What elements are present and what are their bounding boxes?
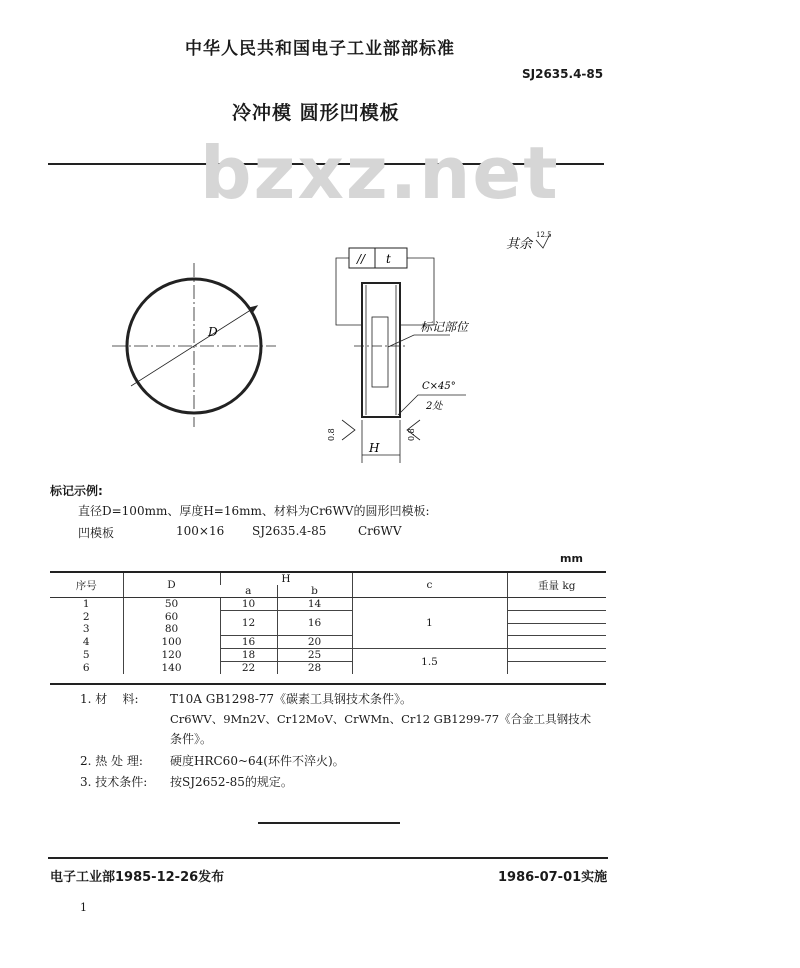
cell-d: 80 xyxy=(123,623,220,636)
example-size: 100×16 xyxy=(176,524,225,538)
chamfer-label: C×45° xyxy=(422,381,456,392)
cell-seq: 3 xyxy=(82,623,90,636)
table-row xyxy=(50,649,606,662)
cell-b: 25 xyxy=(277,649,352,662)
marking-heading: 标记示例: xyxy=(50,484,103,498)
cell-seq: 6 xyxy=(82,661,90,674)
document-title: 冷冲模 圆形凹模板 xyxy=(232,102,400,124)
cell-d: 120 xyxy=(123,649,220,662)
side-view xyxy=(336,248,466,463)
cell-d: 50 xyxy=(123,598,220,611)
cell-weight xyxy=(507,636,606,649)
effective-date: 1986-07-01实施 xyxy=(498,870,608,885)
side-outline xyxy=(362,283,400,417)
end-rule xyxy=(258,822,400,824)
example-material: Cr6WV xyxy=(358,524,402,538)
table-row xyxy=(50,662,606,675)
footer-rule xyxy=(48,857,608,859)
note-1-label: 1. 材 料: xyxy=(80,692,139,706)
cell-weight xyxy=(507,662,606,675)
example-name: 凹模板 xyxy=(78,526,115,540)
note-3-text: 按SJ2652-85的规定。 xyxy=(170,775,293,789)
roughness-left-symbol xyxy=(342,420,355,440)
chamfer-count: 2处 xyxy=(426,401,443,412)
note-1-line-1: T10A GB1298-77《碳素工具钢技术条件》。 xyxy=(170,692,413,706)
roughness-note-value: 12.5 xyxy=(536,231,552,239)
dimension-table xyxy=(50,573,606,674)
table-unit: mm xyxy=(560,552,583,565)
cell-d: 60 xyxy=(123,611,220,624)
issuer-title: 中华人民共和国电子工业部部标准 xyxy=(185,39,455,59)
tolerance-symbol: // xyxy=(357,252,366,266)
cell-a: 18 xyxy=(220,649,277,662)
cell-weight xyxy=(507,598,606,611)
header-seq: 序号 xyxy=(50,573,123,598)
note-3-label: 3. 技术条件: xyxy=(80,775,148,789)
published-date: 电子工业部1985-12-26发布 xyxy=(50,870,225,885)
cell-a: 16 xyxy=(220,636,277,649)
roughness-left-value: 0.8 xyxy=(327,428,336,441)
cell-d: 100 xyxy=(123,636,220,649)
cell-b: 20 xyxy=(277,636,352,649)
table-bottom-rule xyxy=(50,683,606,685)
cell-a: 12 xyxy=(220,611,277,636)
table-row xyxy=(50,598,606,611)
header-a: a xyxy=(220,585,277,598)
page-number: 1 xyxy=(80,901,87,914)
cell-weight xyxy=(507,649,606,662)
cell-a: 22 xyxy=(220,662,277,675)
header-weight: 重量 kg xyxy=(507,573,606,598)
diameter-label: D xyxy=(208,325,218,339)
note-1-line-2: Cr6WV、9Mn2V、Cr12MoV、CrWMn、Cr12 GB1299-77《合金工具钢技术 xyxy=(170,712,592,726)
table-row xyxy=(50,636,606,649)
cell-seq: 1 xyxy=(82,598,90,611)
standard-code: SJ2635.4-85 xyxy=(522,67,604,81)
cell-seq: 4 xyxy=(82,636,90,648)
header-c: c xyxy=(352,573,507,598)
roughness-note: 其余 xyxy=(506,237,533,252)
cell-seq: 2 xyxy=(82,610,90,623)
mark-leader xyxy=(388,335,450,347)
cell-weight xyxy=(507,611,606,624)
cell-a: 10 xyxy=(220,598,277,611)
cell-c: 1 xyxy=(352,598,507,649)
example-code: SJ2635.4-85 xyxy=(252,524,327,538)
cell-b: 14 xyxy=(277,598,352,611)
cell-b: 28 xyxy=(277,662,352,675)
cell-b: 16 xyxy=(277,611,352,636)
mark-area xyxy=(372,317,388,387)
tolerance-value: t xyxy=(386,252,391,266)
note-1-line-3: 条件》。 xyxy=(170,732,213,746)
note-2-text: 硬度HRC60~64(环件不淬火)。 xyxy=(170,754,345,768)
cell-seq: 5 xyxy=(82,649,90,661)
header-d: D xyxy=(123,573,220,598)
roughness-right-value: 0.8 xyxy=(407,428,416,441)
cell-c: 1.5 xyxy=(352,649,507,675)
cell-d: 140 xyxy=(123,662,220,675)
header-h: H xyxy=(220,573,352,585)
technical-drawing xyxy=(0,215,620,465)
thickness-label: H xyxy=(369,441,380,455)
header-b: b xyxy=(277,585,352,598)
cell-weight xyxy=(507,623,606,636)
mark-position-label: 标记部位 xyxy=(420,320,469,334)
table-row xyxy=(50,611,606,624)
watermark: bzxz.net xyxy=(200,131,560,215)
note-2-label: 2. 热 处 理: xyxy=(80,754,143,768)
circle-view xyxy=(112,263,276,427)
marking-description: 直径D=100mm、厚度H=16mm、材料为Cr6WV的圆形凹模板: xyxy=(78,504,430,518)
